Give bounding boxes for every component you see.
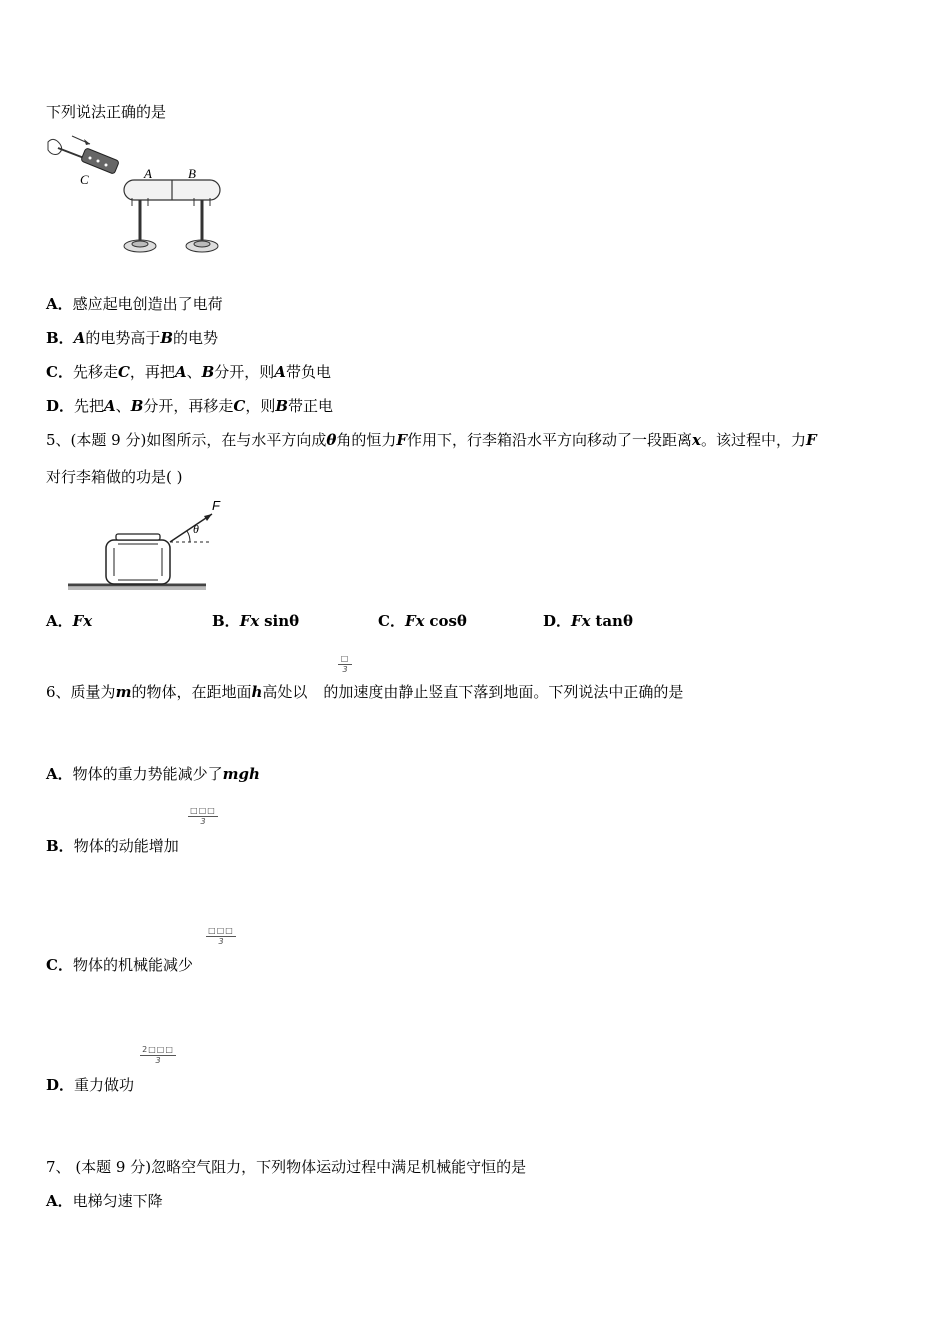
q4-option-b: B．A的电势高于B的电势 [46,329,219,347]
q7-option-a: A．电梯匀速下降 [46,1192,163,1210]
q5-option-d: D．Fx tanθ [543,612,633,630]
suitcase-handle [116,534,160,540]
q6-option-c: C．物体的机械能减少 [46,956,193,974]
q4-option-a: A．感应起电创造出了电荷 [46,295,223,313]
q6-option-a: A．物体的重力势能减少了mgh [46,765,260,783]
q6-option-b-fraction: □□□ 3 [188,806,218,827]
label-a: A [144,166,152,181]
q5-option-a: A．Fx [46,612,93,630]
hand-icon [48,139,62,154]
q6-option-c-fraction: □□□ 3 [206,926,236,947]
q5-stem-line2: 对行李箱做的功是( ) [46,468,183,486]
q4-option-c: C．先移走C，再把A、B分开，则A带负电 [46,363,331,381]
rod-handle [58,148,84,158]
suitcase [106,540,170,584]
induction-figure [44,132,234,262]
q6-option-b: B．物体的动能增加 [46,837,179,855]
q6-stem: 6、质量为m的物体，在距地面h高处以 的加速度由静止竖直下落到地面。下列说法中正确的是 [46,683,684,701]
q6-accel-fraction: □ 3 [338,654,352,675]
question-intro: 下列说法正确的是 [46,103,167,121]
q4-option-d: D．先把A、B分开，再移走C，则B带正电 [46,397,334,415]
label-c: C [80,172,89,187]
q5-stem-line1: 5、(本题 9 分)如图所示，在与水平方向成θ角的恒力F作用下，行李箱沿水平方向移动了一段距离x。该过程中，力F [46,431,817,449]
suitcase-figure [66,496,220,592]
q7-stem: 7、 (本题 9 分)忽略空气阻力，下列物体运动过程中满足机械能守恒的是 [46,1158,527,1176]
q6-option-d-fraction: $\frac{2□□□}{3}$ [140,1045,176,1066]
q6-option-d: D．重力做功 [46,1076,135,1094]
label-b: B [188,166,196,181]
charged-rod-c [81,148,120,174]
q5-option-b: B．Fx sinθ [212,612,300,630]
q5-option-c: C．Fx cosθ [378,612,467,630]
angle-label: θ [193,522,199,536]
force-label: F [212,498,220,513]
